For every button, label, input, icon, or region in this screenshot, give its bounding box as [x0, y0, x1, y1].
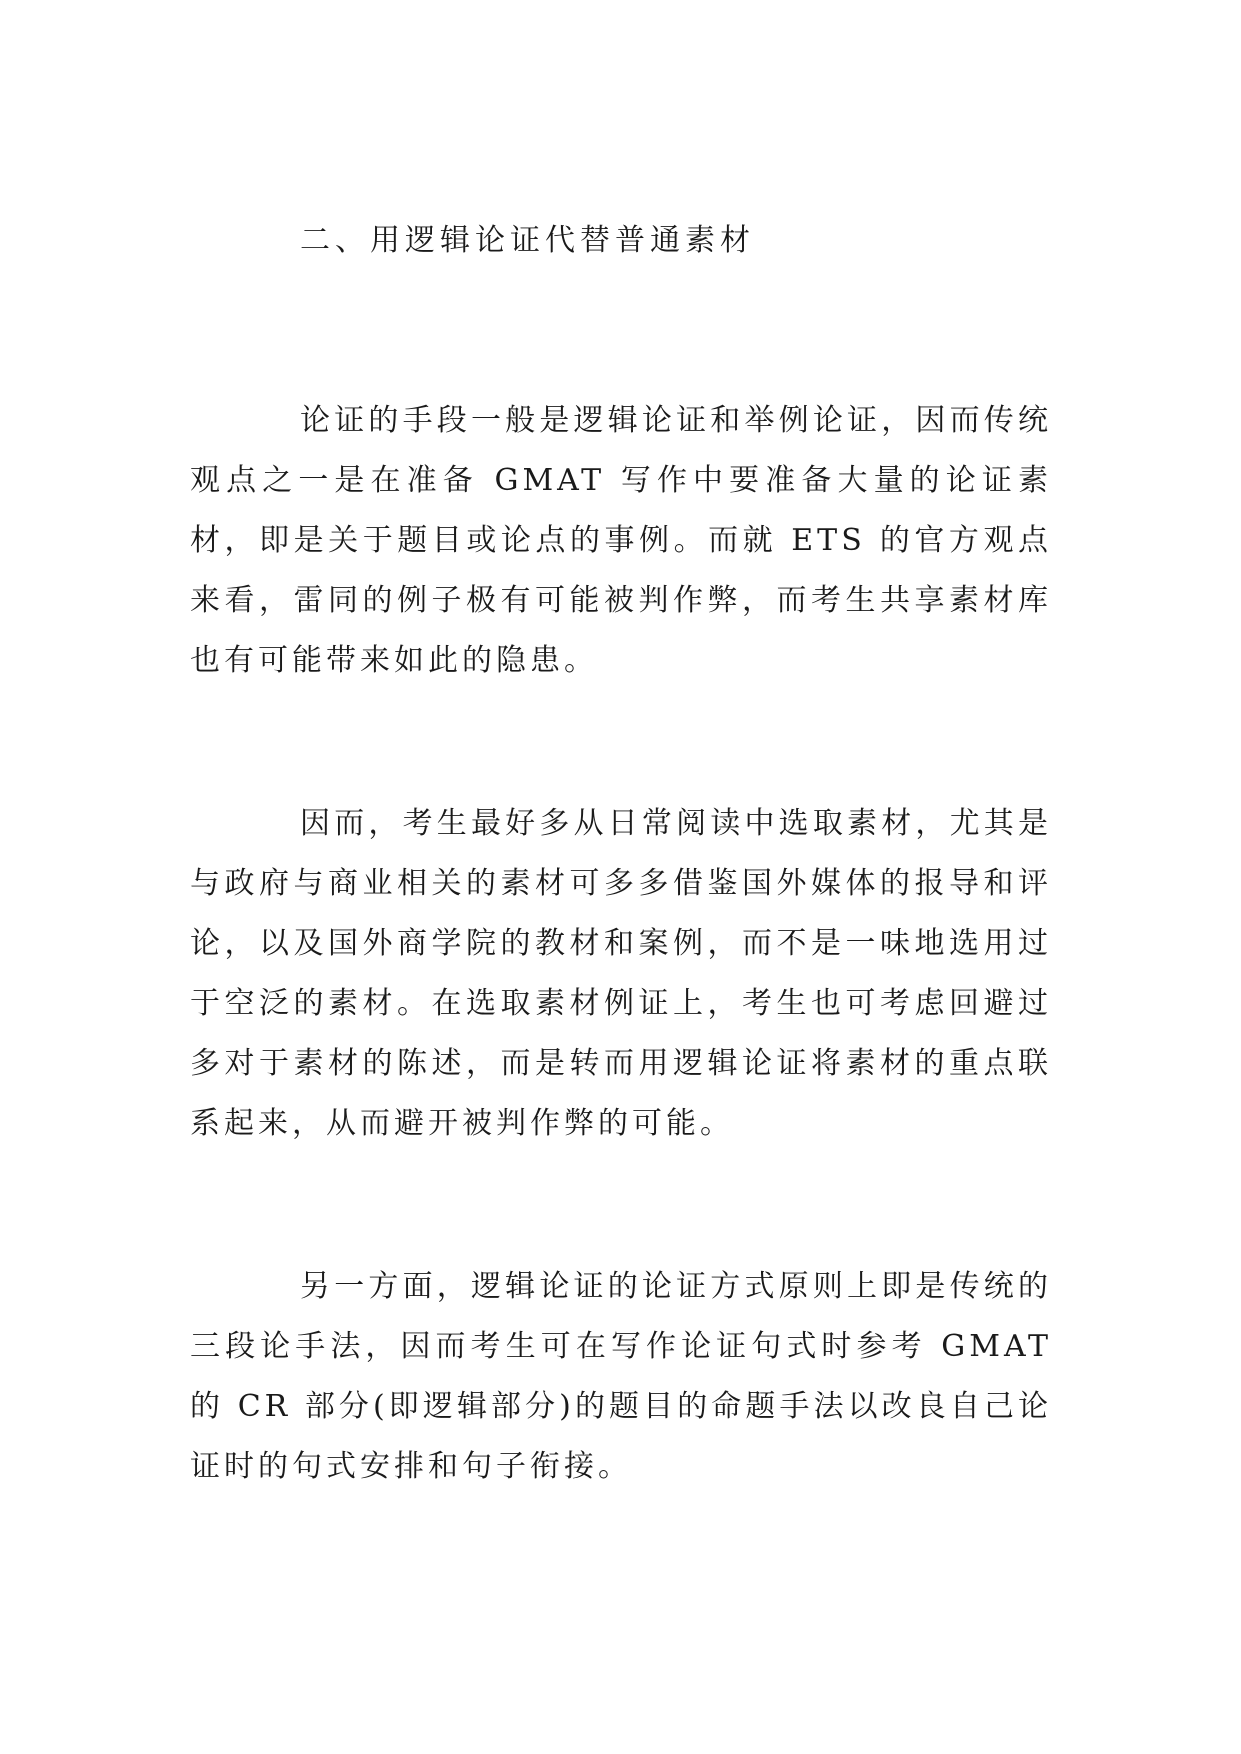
- section-heading: 二、用逻辑论证代替普通素材: [300, 223, 755, 258]
- paragraph-1: 论证的手段一般是逻辑论证和举例论证，因而传统观点之一是在准备 GMAT 写作中要准备大量的论证素材，即是关于题目或论点的事例。而就 ETS 的官方观点来看，雷同的例子极有可能被判作弊，而考生共享素材库也有可能带来如此的隐患。: [190, 403, 1052, 678]
- paragraph-3: 另一方面，逻辑论证的论证方式原则上即是传统的三段论手法，因而考生可在写作论证句式时参考 GMAT 的 CR 部分(即逻辑部分)的题目的命题手法以改良自己论证时的句式安排和句子衔接。: [190, 1269, 1052, 1484]
- paragraph-2: 因而，考生最好多从日常阅读中选取素材，尤其是与政府与商业相关的素材可多多借鉴国外媒体的报导和评论，以及国外商学院的教材和案例，而不是一味地选用过于空泛的素材。在选取素材例证上，考生也可考虑回避过多对于素材的陈述，而是转而用逻辑论证将素材的重点联系起来，从而避开被判作弊的可能。: [190, 806, 1052, 1141]
